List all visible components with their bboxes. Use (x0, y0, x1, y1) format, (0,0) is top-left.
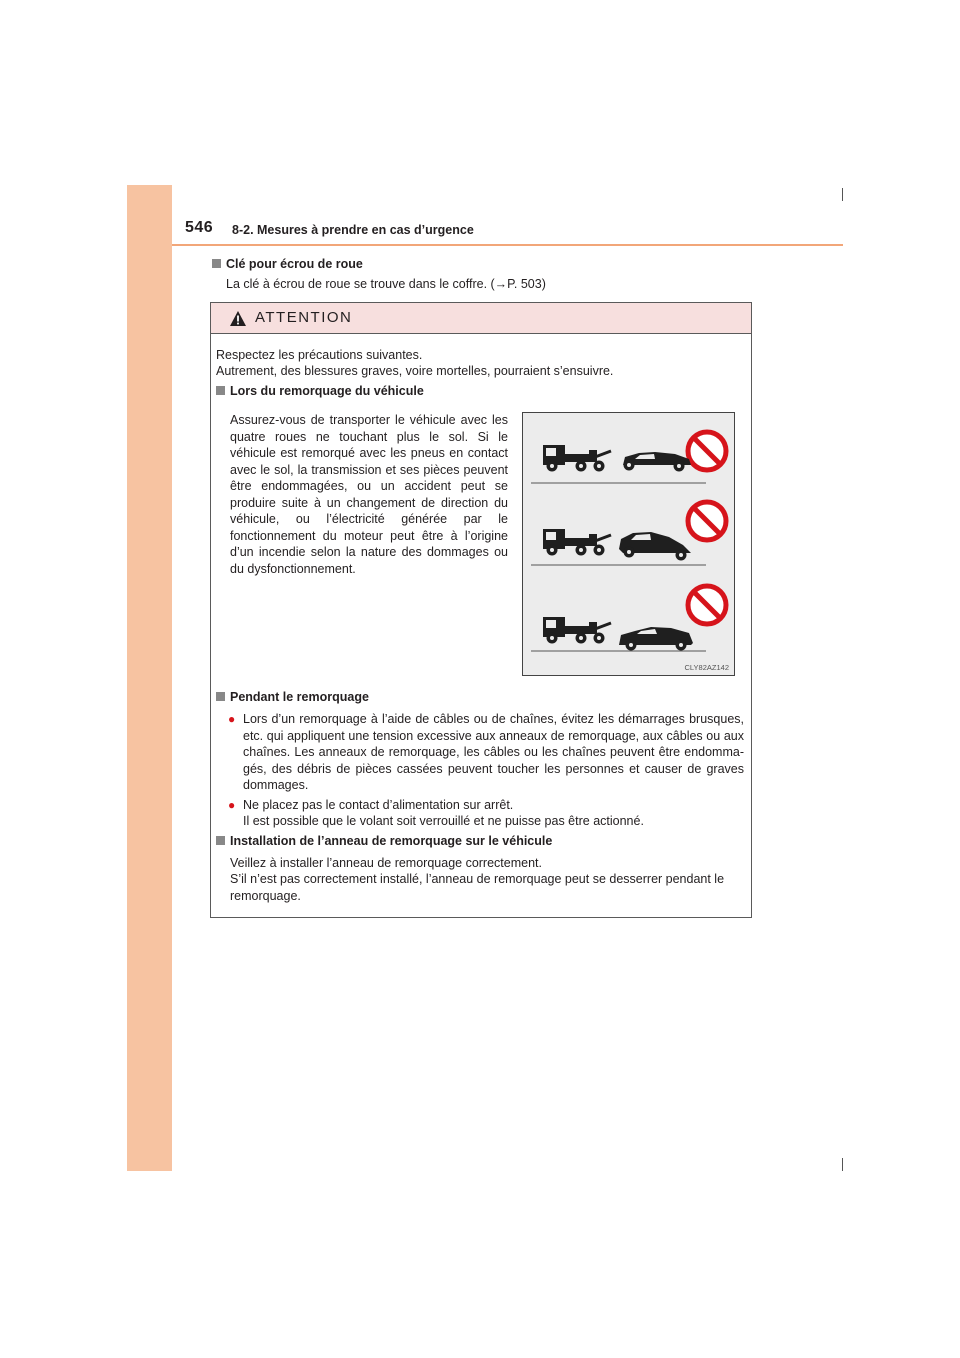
warning-triangle-icon (229, 310, 247, 327)
towing-diagram (523, 413, 734, 675)
lug-wrench-heading: Clé pour écrou de roue (212, 257, 363, 271)
bullet-power-line2: Il est possible que le volant soit verrouillé et ne puisse pas être actionné. (243, 814, 644, 828)
lug-wrench-text: La clé à écrou de roue se trouve dans le coffre. (→P. 503) (226, 277, 546, 291)
towing-heading: Lors du remorquage du véhicule (216, 384, 424, 398)
header-rule (172, 244, 843, 246)
during-towing-heading: Pendant le remorquage (216, 690, 369, 704)
crop-mark-bottom (842, 1158, 843, 1171)
page-number: 546 (185, 219, 214, 236)
chapter-sidebar-tab (127, 185, 172, 1171)
towing-text: Assurez-vous de transporter le véhicule avec les quatre roues ne touchant plus le sol. Si le véhicule est remorqué avec les pneus en contact avec le sol, la transmission et ses pièces peuvent être endommagées, ou un accident peut se produire suite à un changement de direction du véhicule, ou l’électricité générée par le fonctionnement du moteur peut être à l’origine d’un incendie selon la nature des dommages ou du dysfonctionnement. (230, 413, 508, 576)
install-line1: Veillez à installer l’anneau de remorquage correctement. (230, 856, 542, 870)
install-heading: Installation de l’anneau de remorquage sur le véhicule (216, 834, 552, 848)
bullet-power-line1: Ne placez pas le contact d’alimentation sur arrêt. (243, 798, 514, 812)
towing-illustration (522, 412, 735, 676)
chapter-title: 8-2. Mesures à prendre en cas d’urgence (232, 223, 474, 237)
attention-intro-line1: Respectez les précautions suivantes. (216, 348, 423, 362)
square-bullet-icon (216, 386, 225, 395)
attention-title: ATTENTION (255, 309, 353, 326)
attention-header (211, 303, 751, 334)
square-bullet-icon (216, 836, 225, 845)
square-bullet-icon (212, 259, 221, 268)
attention-intro-line2: Autrement, des blessures graves, voire mortelles, pourraient s’ensuivre. (216, 364, 614, 378)
bullet-cables-text: Lors d’un remorquage à l’aide de câbles ou de chaînes, évitez les démarrages brusques, etc. qui appliquent une tension excessive aux anneaux de remorquage, aux câbles ou aux chaînes. Les anneaux de remorquage, les câbles ou les chaînes peuvent être endomma-gés, des débris de pièces cassées peuvent toucher les personnes et causer de graves dommages. (243, 712, 744, 792)
red-bullet-icon: ● (228, 712, 236, 726)
red-bullet-icon: ● (228, 798, 236, 812)
square-bullet-icon (216, 692, 225, 701)
crop-mark-top (842, 188, 843, 201)
install-line2: S’il n’est pas correctement installé, l’anneau de remorquage peut se desserrer pendant le remorquage. (230, 872, 725, 903)
figure-code: CLY82AZ142 (684, 663, 729, 672)
